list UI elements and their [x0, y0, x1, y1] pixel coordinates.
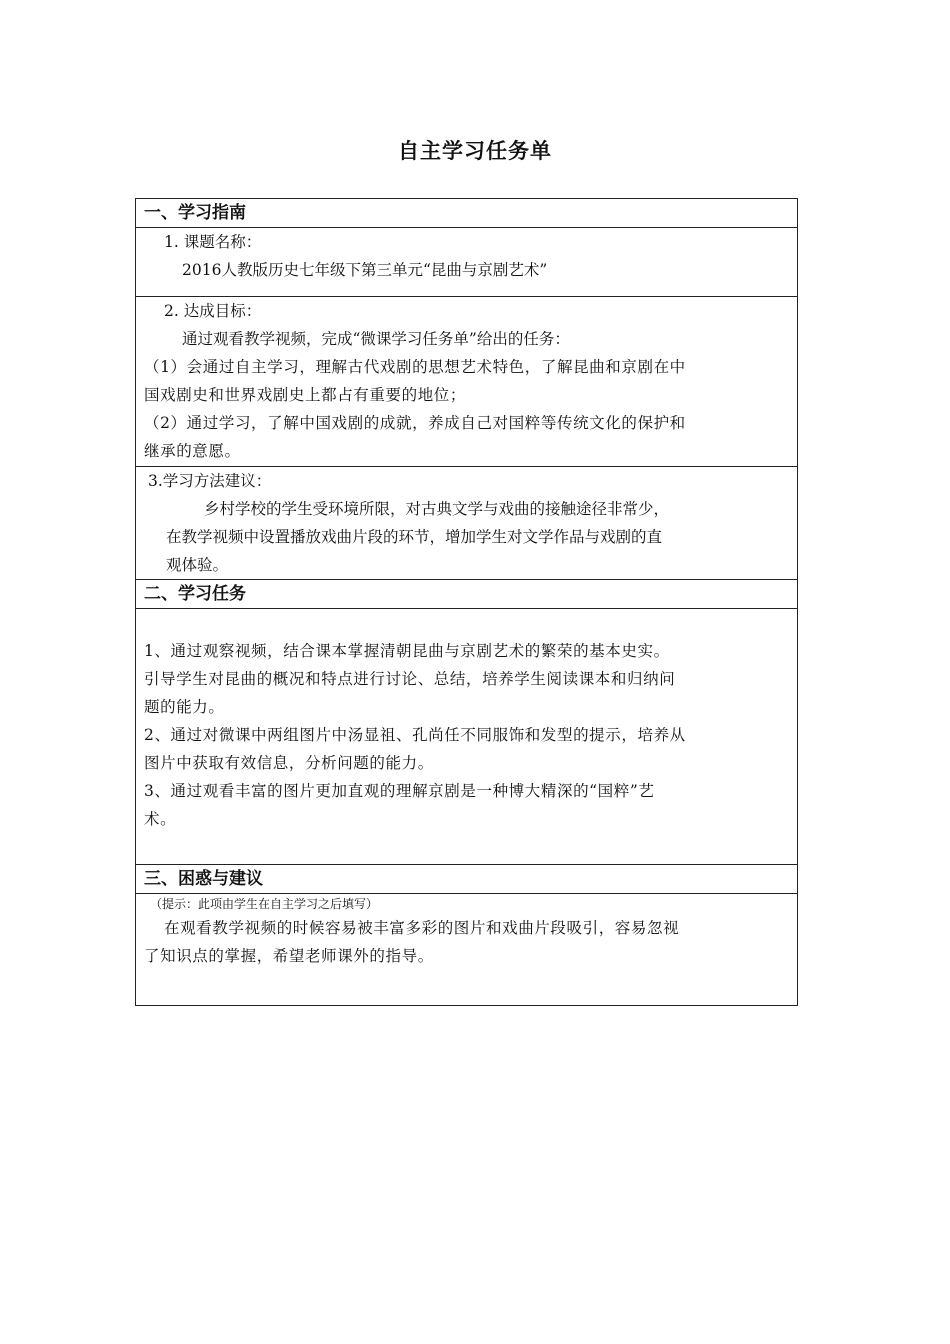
task-line: 2、通过对微课中两组图片中汤显祖、孔尚任不同服饰和发型的提示，培养从	[144, 726, 686, 744]
feedback-cell	[136, 894, 797, 1005]
goals-label: 2. 达成目标：	[164, 302, 262, 320]
section-heading-guide: 一、学习指南	[136, 199, 797, 228]
method-cell	[136, 467, 797, 580]
section-heading-feedback: 三、困惑与建议	[136, 865, 797, 894]
task-line: 1、通过观察视频，结合课本掌握清朝昆曲与京剧艺术的繁荣的基本史实。	[144, 642, 670, 660]
goals-line: 继承的意愿。	[144, 442, 241, 460]
task-line: 3、通过观看丰富的图片更加直观的理解京剧是一种博大精深的“国粹”艺	[144, 782, 655, 800]
task-line: 术。	[144, 810, 177, 828]
feedback-hint: （提示：此项由学生在自主学习之后填写）	[150, 897, 379, 911]
goals-cell	[136, 297, 797, 467]
task-line: 图片中获取有效信息，分析问题的能力。	[144, 754, 434, 772]
topic-value: 2016人教版历史七年级下第三单元“昆曲与京剧艺术”	[182, 261, 548, 279]
page-title: 自主学习任务单	[398, 139, 552, 163]
method-line: 在教学视频中设置播放戏曲片段的环节，增加学生对文学作品与戏剧的直	[166, 528, 663, 546]
section-heading-tasks: 二、学习任务	[136, 580, 797, 609]
method-line: 乡村学校的学生受环境所限，对古典文学与戏曲的接触途径非常少，	[204, 500, 670, 518]
task-line: 引导学生对昆曲的概况和特点进行讨论、总结，培养学生阅读课本和归纳问	[144, 670, 676, 688]
goals-line: （2）通过学习，了解中国戏剧的成就，养成自己对国粹等传统文化的保护和	[144, 414, 686, 432]
task-line: 题的能力。	[144, 698, 225, 716]
goals-line: 通过观看教学视频，完成“微课学习任务单”给出的任务：	[182, 330, 570, 348]
method-line: 观体验。	[166, 556, 229, 574]
feedback-line: 了知识点的掌握，希望老师课外的指导。	[144, 947, 434, 965]
goals-line: （1）会通过自主学习，理解古代戏剧的思想艺术特色，了解昆曲和京剧在中	[144, 358, 686, 376]
topic-cell	[136, 228, 797, 297]
topic-label: 1. 课题名称：	[164, 233, 262, 251]
task-sheet-table	[135, 198, 798, 1006]
goals-line: 国戏剧史和世界戏剧史上都占有重要的地位；	[144, 386, 467, 404]
tasks-cell	[136, 609, 797, 865]
method-label: 3.学习方法建议：	[148, 472, 272, 490]
feedback-line: 在观看教学视频的时候容易被丰富多彩的图片和戏曲片段吸引，容易忽视	[164, 919, 680, 937]
